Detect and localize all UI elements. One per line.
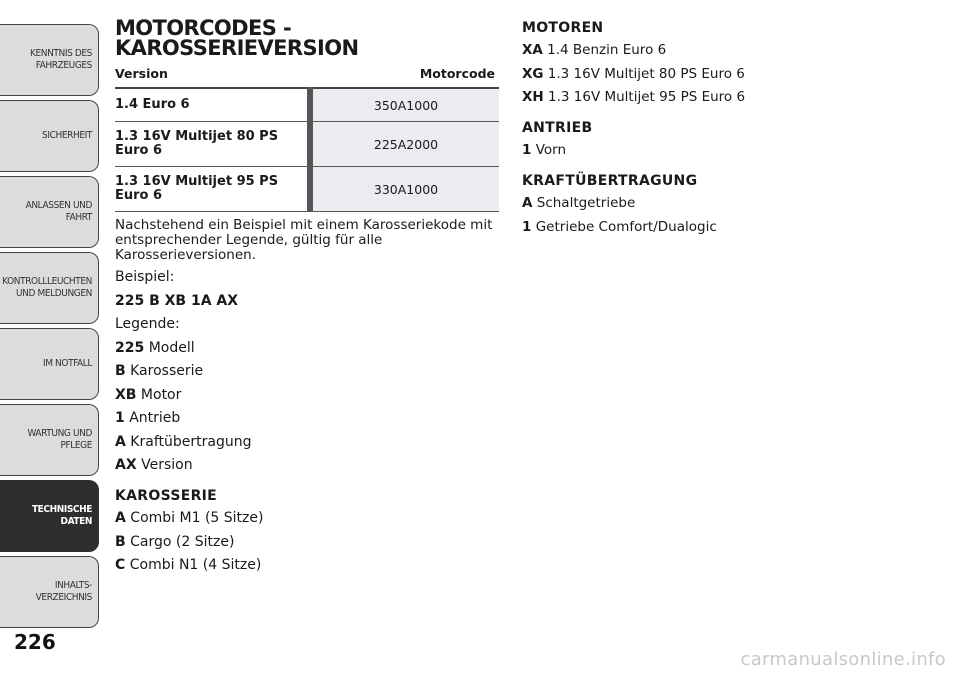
legend-item — [115, 363, 499, 380]
column-header-motorcode: Motorcode — [310, 64, 499, 88]
item-key: XH — [522, 89, 544, 105]
legend-key: A — [115, 433, 126, 450]
item-value: Vorn — [535, 142, 567, 158]
antrieb-item — [522, 142, 922, 159]
legend-value: Karosserie — [130, 363, 204, 379]
legend-item — [115, 387, 499, 404]
legend-label: Legende: — [115, 316, 180, 332]
item-value: Cargo (2 Sitze) — [130, 533, 235, 550]
motoren-item — [522, 66, 922, 83]
motoren-heading: MOTOREN — [522, 20, 604, 36]
intro-paragraph: Nachstehend ein Beispiel mit einem Karosseriekode mit entsprechender Legende, gültig für alle Karosserieversionen. — [115, 217, 493, 263]
item-value: Combi M1 (5 Sitze) — [130, 510, 264, 526]
table-row — [115, 167, 499, 212]
column-header-version: Version — [115, 64, 310, 88]
tab-label: SICHERHEIT — [42, 130, 92, 141]
legend-value: Version — [141, 457, 193, 473]
example-label: Beispiel: — [115, 269, 175, 285]
page-number: 226 — [14, 630, 56, 654]
antrieb-heading: ANTRIEB — [522, 120, 593, 136]
item-value: 1.3 16V Multijet 95 PS Euro 6 — [548, 89, 746, 105]
tab-label: INHALTS- VERZEICHNIS — [35, 580, 92, 603]
legend-key: B — [115, 363, 126, 379]
tab-inhaltsverzeichnis[interactable] — [0, 556, 99, 628]
tab-technische-daten[interactable] — [0, 480, 99, 552]
legend-value: Modell — [148, 339, 195, 356]
left-column — [115, 18, 499, 581]
page-title: MOTORCODES - KAROSSERIEVERSION — [115, 16, 359, 60]
example-code-value: 225 B XB 1A AX — [115, 292, 239, 309]
tab-label: IM NOTFALL — [42, 358, 92, 369]
item-key: XA — [522, 42, 543, 58]
kraftuebertragung-item — [522, 219, 922, 236]
tab-wartung-und-pflege[interactable] — [0, 404, 99, 476]
motoren-item — [522, 89, 922, 106]
motorcode-cell: 225A2000 — [310, 122, 499, 167]
item-key: 1 — [522, 218, 532, 235]
tab-label: WARTUNG UND PFLEGE — [27, 428, 92, 451]
legend-item — [115, 410, 499, 427]
karosserie-heading: KAROSSERIE — [115, 488, 218, 504]
item-value: 1.4 Benzin Euro 6 — [547, 42, 667, 58]
legend-value: Antrieb — [129, 410, 181, 426]
item-key: A — [115, 510, 126, 526]
watermark: carmanualsonline.info — [740, 649, 946, 670]
item-key: 1 — [522, 142, 532, 158]
tab-sicherheit[interactable] — [0, 100, 99, 172]
table-header-row — [115, 64, 499, 88]
tab-label: KENNTNIS DES FAHRZEUGES — [29, 48, 92, 71]
legend-item — [115, 434, 499, 451]
legend-value: Kraftübertragung — [130, 433, 252, 450]
legend-key: XB — [115, 386, 137, 403]
item-value: Getriebe Comfort/Dualogic — [535, 218, 717, 235]
item-value: Combi N1 (4 Sitze) — [129, 557, 262, 573]
legend-key: 225 — [115, 339, 145, 356]
tab-label: KONTROLLLEUCHTEN UND MELDUNGEN — [2, 276, 92, 299]
item-value: Schaltgetriebe — [536, 195, 636, 211]
example-code — [115, 293, 499, 310]
karosserie-item — [115, 510, 499, 527]
tab-im-notfall[interactable] — [0, 328, 99, 400]
motorcode-cell: 330A1000 — [310, 167, 499, 212]
item-key: A — [522, 195, 533, 211]
legend-item — [115, 340, 499, 357]
kraftuebertragung-heading: KRAFTÜBERTRAGUNG — [522, 173, 698, 189]
item-key: B — [115, 533, 126, 550]
table-row — [115, 88, 499, 122]
right-column — [522, 20, 922, 242]
karosserie-item — [115, 557, 499, 574]
item-key: XG — [522, 65, 544, 82]
tab-anlassen-und-fahrt[interactable] — [0, 176, 99, 248]
version-cell: 1.4 Euro 6 — [115, 88, 310, 122]
motorcode-cell: 350A1000 — [310, 88, 499, 122]
legend-value: Motor — [140, 386, 182, 403]
tab-kenntnis-des-fahrzeuges[interactable] — [0, 24, 99, 96]
version-cell: 1.3 16V Multijet 95 PS Euro 6 — [115, 167, 310, 212]
item-value: 1.3 16V Multijet 80 PS Euro 6 — [547, 65, 745, 82]
tab-kontrollleuchten[interactable] — [0, 252, 99, 324]
table-row — [115, 122, 499, 167]
legend-key: 1 — [115, 410, 125, 426]
tab-label: TECHNISCHE DATEN — [31, 504, 92, 527]
motoren-item — [522, 42, 922, 59]
karosserie-item — [115, 534, 499, 551]
tab-label: ANLASSEN UND FAHRT — [25, 200, 92, 223]
kraftuebertragung-item — [522, 195, 922, 212]
version-cell: 1.3 16V Multijet 80 PS Euro 6 — [115, 122, 310, 167]
motorcode-table — [115, 64, 499, 212]
item-key: C — [115, 557, 126, 573]
legend-key: AX — [115, 457, 137, 473]
legend-item — [115, 457, 499, 474]
